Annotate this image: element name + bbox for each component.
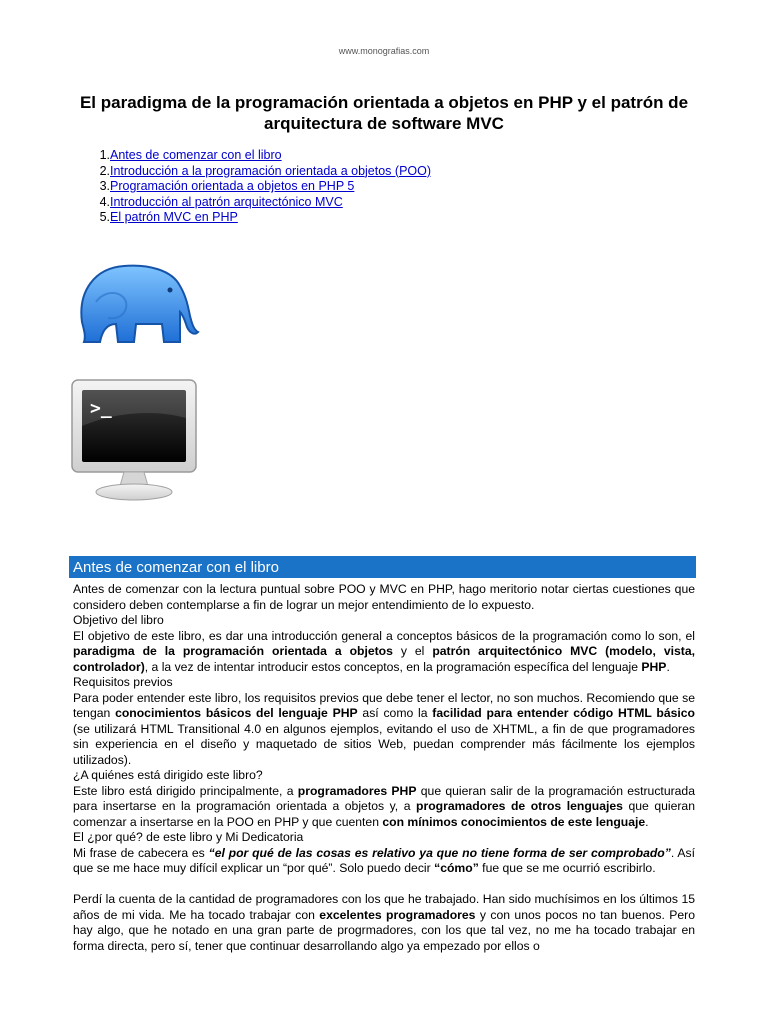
toc-item xyxy=(96,148,431,164)
toc-number: 1. xyxy=(99,148,110,162)
source-url: www.monografias.com xyxy=(338,46,430,56)
subheading-quienes: ¿A quiénes está dirigido este libro? xyxy=(73,768,263,782)
porque-paragraph: Mi frase de cabecera es “el por qué de las cosas es relativo ya que no tiene forma de ser comprobado”. Así que se me hace muy difícil explicar un “por qué”. Solo puedo decir “cómo” fue que se me ocurrió escribirlo. xyxy=(73,845,695,875)
objetivo-paragraph: El objetivo de este libro, es dar una introducción general a conceptos básicos de la programación como lo son, el paradigma de la programación orientada a objetos y el patrón arquitectónico MVC (modelo, vista, controlador), a la vez de intentar introducir estos conceptos, en la programación específica del lenguaje PHP. xyxy=(73,628,695,674)
subheading-requisitos: Requisitos previos xyxy=(73,675,173,689)
table-of-contents xyxy=(96,148,431,226)
last-paragraph: Perdí la cuenta de la cantidad de programadores con los que he trabajado. Han sido muchísimos en los últimos 15 años de mi vida. Me ha tocado trabajar con excelentes programadores y con unos pocos no tan buenos. Pero hay algo, que he notado en una gran parte de progrmadores, con los que tal vez, no me ha tocado trabajar en forma directa, pero sí, tener que continuar desarrollando algo ya empezado por ellos o xyxy=(73,892,696,953)
terminal-prompt-text: >_ xyxy=(90,398,112,419)
toc-item xyxy=(96,164,431,180)
toc-link-poo[interactable]: Introducción a la programación orientada a objetos (POO) xyxy=(110,163,432,178)
requisitos-paragraph: Para poder entender este libro, los requisitos previos que debe tener el lector, no son muchos. Recomiendo que se tengan conocimientos básicos del lenguaje PHP así como la facilidad para entender código HTML básico (se utilizará HTML Transitional 4.0 en algunos ejemplos, evitando el uso de XHTML, a fin de que programadores sin experiencia en el diseño y maquetado de sitios Web, puedan comprender más fácilmente los ejemplos utilizados). xyxy=(73,690,695,767)
toc-number: 2. xyxy=(99,163,110,178)
toc-link-mvc-php[interactable]: El patrón MVC en PHP xyxy=(110,210,238,224)
php-elephant-icon xyxy=(76,262,200,348)
toc-number: 5. xyxy=(99,210,110,224)
section-body xyxy=(73,582,695,954)
intro-paragraph: Antes de comenzar con la lectura puntual sobre POO y MVC en PHP, hago meritorio notar ciertas cuestiones que considero deben contemplarse a fin de lograr un mejor entendimiento de lo expuesto. xyxy=(73,582,695,612)
toc-number: 4. xyxy=(99,194,110,209)
toc-item xyxy=(96,179,431,195)
toc-item xyxy=(96,195,431,211)
toc-link-php5[interactable]: Programación orientada a objetos en PHP 5 xyxy=(110,179,355,193)
toc-link-mvc-intro[interactable]: Introducción al patrón arquitectónico MVC xyxy=(110,194,343,209)
page-title: El paradigma de la programación orientada a objetos en PHP y el patrón de arquitectura de software MVC xyxy=(79,93,689,133)
quienes-paragraph: Este libro está dirigido principalmente, a programadores PHP que quieran salir de la programación estructurada para insertarse en la programación orientada a objetos y, a programadores de otros lenguajes que quieran comenzar a insertarse en la POO en PHP y que cuenten con mínimos conocimientos de este lenguaje. xyxy=(73,783,695,829)
subheading-porque: El ¿por qué? de este libro y Mi Dedicatoria xyxy=(73,830,304,844)
section-header: Antes de comenzar con el libro xyxy=(69,556,696,578)
toc-link-antes[interactable]: Antes de comenzar con el libro xyxy=(110,148,282,162)
toc-number: 3. xyxy=(99,179,110,193)
subheading-objetivo: Objetivo del libro xyxy=(73,613,164,627)
terminal-monitor-icon xyxy=(70,378,198,503)
paragraph-gap xyxy=(73,877,695,893)
toc-item xyxy=(96,210,431,226)
